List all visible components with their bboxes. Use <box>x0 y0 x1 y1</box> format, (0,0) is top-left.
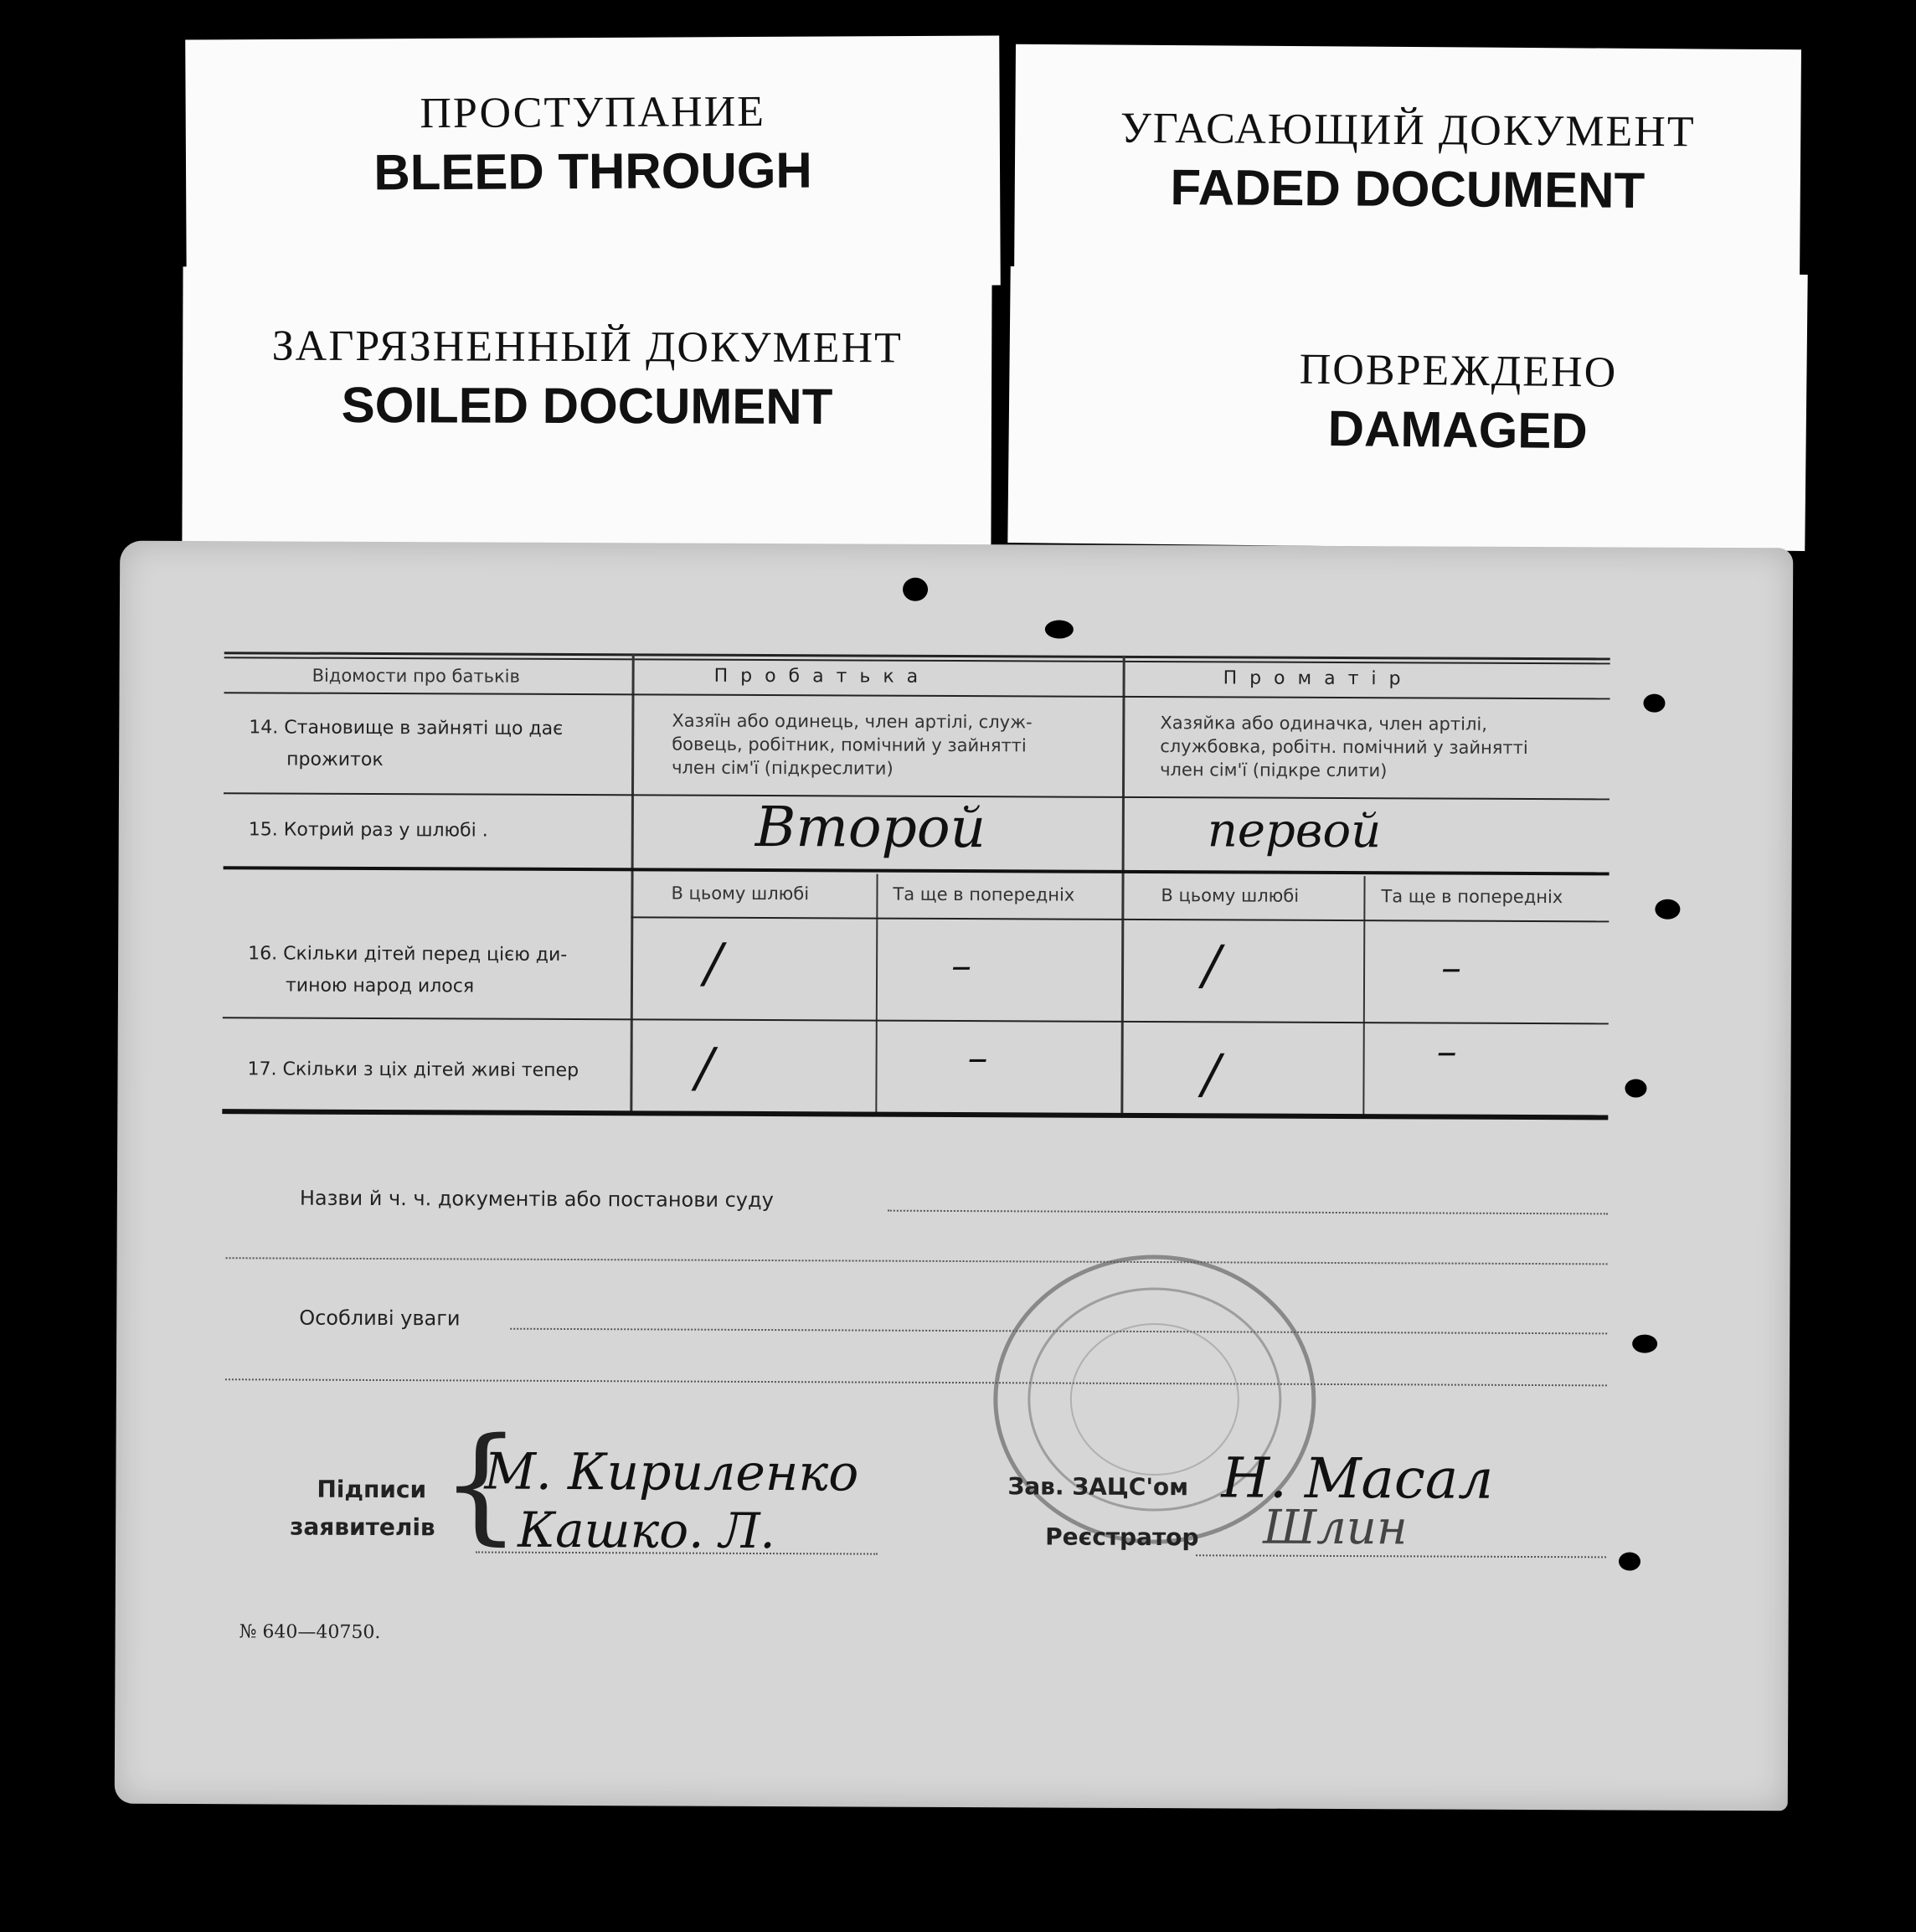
header-info-label: Відомости про батьків <box>312 665 520 687</box>
row14-mother-line2: службовка, робітн. помічний у зайнятті <box>1160 736 1528 758</box>
subheader-this-marriage: В цьому шлюбі <box>671 883 810 904</box>
head-label: Зав. ЗАЦС'ом <box>1007 1472 1189 1502</box>
registrar-signature: Шлин <box>1263 1500 1408 1556</box>
applicant-signature-1: М. Кириленко <box>484 1442 859 1503</box>
bleed-through-card <box>185 35 1001 289</box>
card-en-label: BLEED THROUGH <box>373 142 812 201</box>
column-divider <box>875 874 878 1114</box>
column-divider <box>1362 876 1365 1115</box>
documents-label: Назви й ч. ч. документів або постанови суду <box>299 1186 774 1213</box>
table-bottom-rule <box>222 1109 1608 1120</box>
row17-value: / <box>695 1037 714 1100</box>
subheader-this-marriage: В цьому шлюбі <box>1161 885 1300 906</box>
row16-value: / <box>703 932 723 995</box>
soiled-document-card <box>182 266 991 545</box>
row-rule <box>224 866 1610 875</box>
header-mother: П р о м а т і р <box>1223 667 1404 690</box>
card-en-label: FADED DOCUMENT <box>1170 159 1646 219</box>
card-en-label: DAMAGED <box>1327 400 1589 460</box>
documents-dotted-line-2 <box>226 1257 1608 1265</box>
row15-father-handwriting: Второй <box>755 794 986 861</box>
punch-hole <box>1655 899 1680 920</box>
punch-hole <box>1619 1552 1640 1570</box>
row17-label: 17. Скільки з ціх дітей живі тепер <box>247 1059 579 1082</box>
row15-mother-handwriting: первой <box>1207 803 1382 859</box>
notes-dotted-line-2 <box>225 1378 1607 1386</box>
signatures-label-cont: заявителів <box>290 1512 435 1542</box>
punch-hole <box>1625 1079 1646 1097</box>
row14-label: 14. Становище в зайняті що дає <box>249 717 564 739</box>
signatures-brace: { <box>440 1411 522 1558</box>
row16-value: – <box>1440 944 1462 992</box>
card-ru-label: ПОВРЕЖДЕНО <box>1299 345 1618 397</box>
column-divider <box>1120 656 1125 1115</box>
notes-label: Особливі уваги <box>299 1306 461 1331</box>
registrar-label: Реєстратор <box>1045 1522 1199 1552</box>
card-ru-label: ПРОСТУПАНИЕ <box>420 87 766 138</box>
card-en-label: SOILED DOCUMENT <box>341 376 833 435</box>
ink-blot <box>1045 620 1074 638</box>
row15-label: 15. Котрий раз у шлюбі . <box>248 819 488 842</box>
row14-father-line3: член сім'ї (підкреслити) <box>672 757 894 779</box>
damaged-card <box>1007 266 1807 551</box>
row16-label: 16. Скільки дітей перед цією ди- <box>248 943 568 966</box>
header-father: П р о б а т ь к а <box>713 665 922 688</box>
row14-father-line2: бовець, робітник, помічний у зайнятті <box>672 734 1027 756</box>
subheader-previous: Та ще в попередніх <box>1381 886 1563 908</box>
row17-value: / <box>1202 1043 1221 1106</box>
row14-label-cont: прожиток <box>286 749 384 771</box>
row14-mother-line1: Хазяйка або одиначка, член артілі, <box>1160 713 1487 734</box>
signatures-label: Підписи <box>317 1475 427 1504</box>
faded-document-card <box>1014 44 1801 288</box>
card-ru-label: УГАСАЮЩИЙ ДОКУМЕНТ <box>1120 104 1696 157</box>
row17-value: – <box>1436 1028 1457 1075</box>
registrar-dotted-line <box>1196 1554 1606 1558</box>
row16-label-cont: тиною народ илося <box>285 975 475 997</box>
form-number: № 640—40750. <box>239 1621 381 1644</box>
punch-hole <box>1643 694 1665 713</box>
subheader-rule <box>631 916 1609 922</box>
header-rule <box>224 692 1610 699</box>
ink-blot <box>903 578 928 601</box>
card-ru-label: ЗАГРЯЗНЕННЫЙ ДОКУМЕНТ <box>271 322 903 373</box>
punch-hole <box>1632 1335 1657 1353</box>
row16-value: – <box>950 941 972 990</box>
head-signature: Н. Масал <box>1221 1445 1494 1512</box>
row14-mother-line3: член сім'ї (підкре слити) <box>1160 760 1388 781</box>
row-rule <box>223 1017 1609 1024</box>
subheader-previous: Та ще в попередніх <box>893 884 1075 905</box>
row17-value: – <box>967 1034 988 1082</box>
documents-dotted-line <box>888 1210 1608 1215</box>
row16-value: / <box>1202 935 1221 997</box>
applicant-signature-2: Кашко. Л. <box>518 1501 775 1560</box>
row14-father-line1: Хазяїн або одинець, член артілі, служ- <box>672 710 1033 733</box>
column-divider <box>630 653 634 1112</box>
registration-form-sheet <box>115 541 1794 1811</box>
